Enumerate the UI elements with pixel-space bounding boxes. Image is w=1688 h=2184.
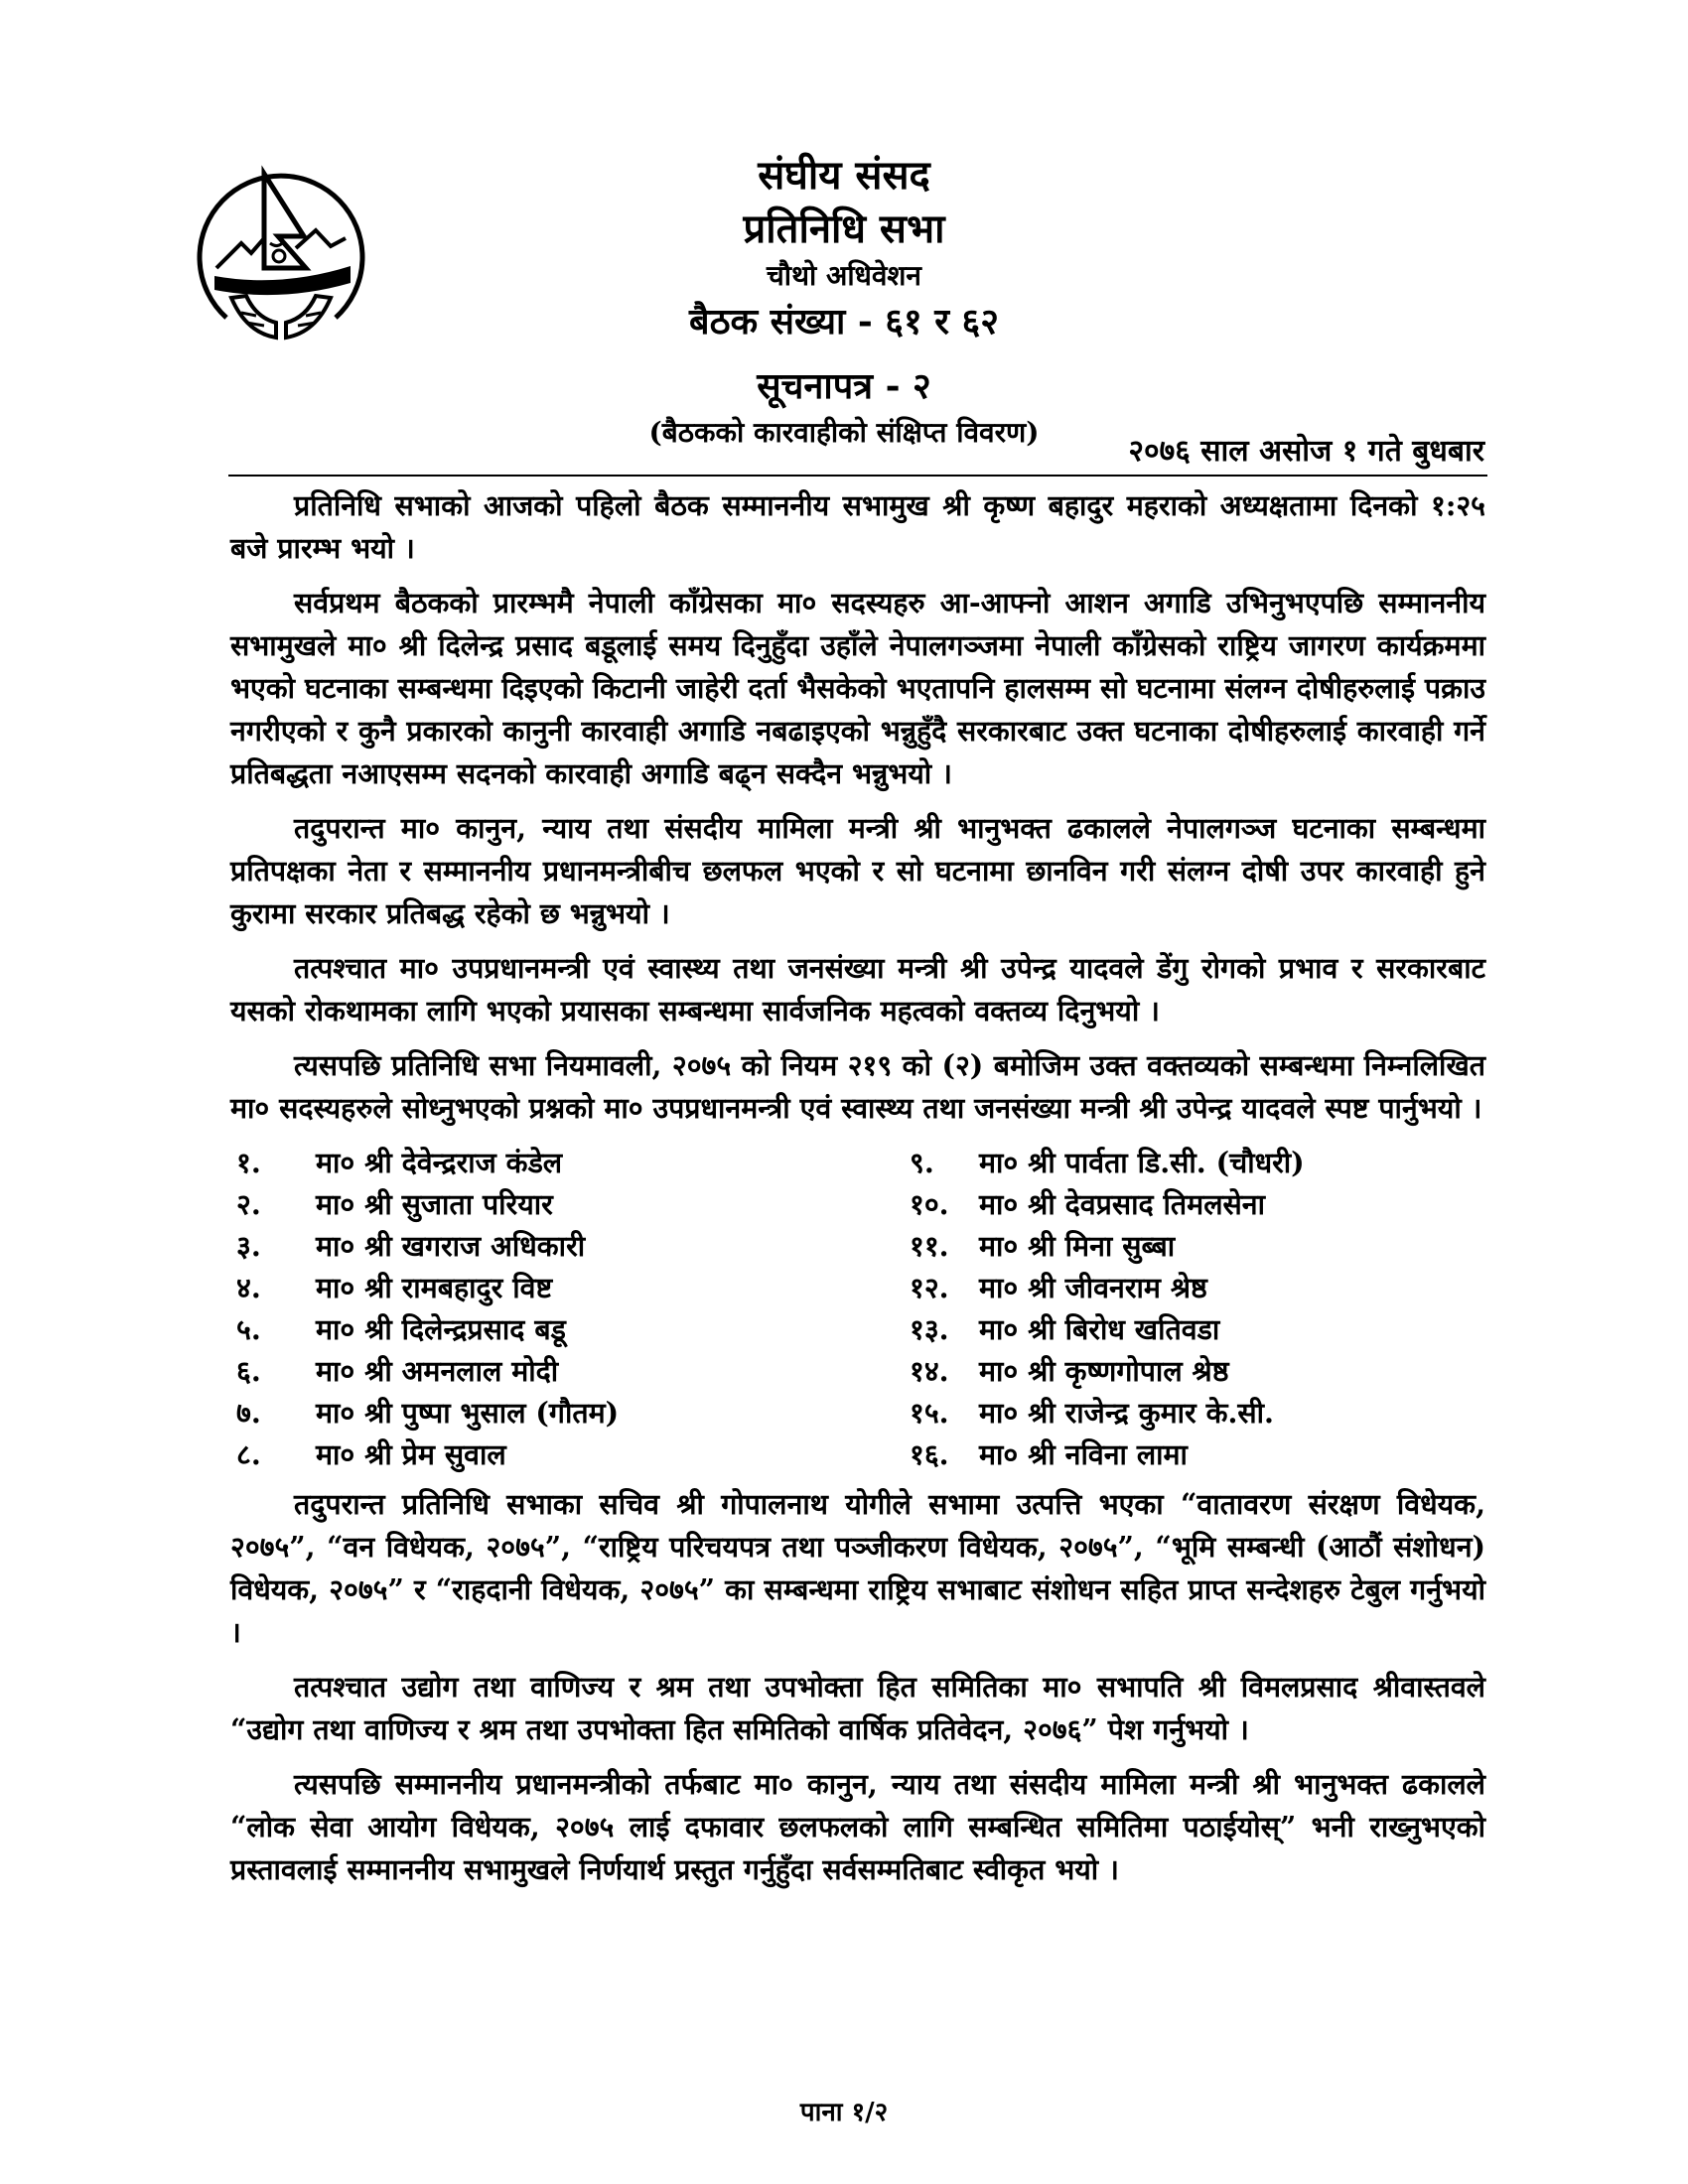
paragraph: तदुपरान्त मा० कानुन, न्याय तथा संसदीय मामिला मन्त्री श्री भानुभक्त ढकालले नेपालगञ्ज घटनाका सम्बन्धमा प्रतिपक्षका नेता र सम्माननीय प्रधानमन्त्रीबीच छलफल भएको र सो घटनामा छानविन गरी संलग्न दोषी उपर कारवाही हुने कुरामा सरकार प्रतिबद्ध रहेको छ भन्नुभयो । [230,811,1485,930]
list-item [230,1267,858,1308]
list-item-number: २. [236,1187,261,1221]
list-item-number: ४. [236,1271,261,1304]
paragraph: प्रतिनिधि सभाको आजको पहिलो बैठक सम्माननीय सभामुख श्री कृष्ण बहादुर महराको अध्यक्षतामा दिनको १:२५ बजे प्रारम्भ भयो । [230,488,1485,565]
paragraph: त्यसपछि सम्माननीय प्रधानमन्त्रीको तर्फबाट मा० कानुन, न्याय तथा संसदीय मामिला मन्त्री श्री भानुभक्त ढकालले “लोक सेवा आयोग विधेयक, २०७५ लाई दफावार छलफलको लागि सम्बन्धित समितिमा पठाईयोस्” भनी राख्नुभएको प्रस्तावलाई सम्माननीय सभामुखले निर्णयार्थ प्रस्तुत गर्नुहुँदा सर्वसम्मतिबाट स्वीकृत भयो । [230,1767,1485,1886]
list-item-number: १०. [910,1187,949,1221]
list-item [858,1142,1485,1183]
list-item-number: ५. [236,1312,261,1346]
list-item-name: मा० श्री मिना सुब्बा [979,1229,1176,1263]
list-item-number: ६. [236,1354,261,1388]
header-house: प्रतिनिधि सभा [743,205,945,252]
list-item-name: मा० श्री नविना लामा [979,1437,1188,1471]
list-item [858,1183,1485,1225]
list-item [858,1267,1485,1308]
paragraph: तत्पश्चात उद्योग तथा वाणिज्य र श्रम तथा उपभोक्ता हित समितिका मा० सभापति श्री विमलप्रसाद श्रीवास्तवले “उद्योग तथा वाणिज्य र श्रम तथा उपभोक्ता हित समितिको वार्षिक प्रतिवेदन, २०७६” पेश गर्नुभयो । [230,1670,1485,1746]
member-list-right [858,1142,1485,1475]
list-item-name: मा० श्री बिरोध खतिवडा [979,1312,1220,1346]
list-item-number: ७. [236,1396,261,1430]
list-item-number: ८. [236,1437,261,1471]
list-item-name: मा० श्री खगराज अधिकारी [316,1229,586,1263]
list-item [858,1350,1485,1392]
paragraph: सर्वप्रथम बैठकको प्रारम्भमै नेपाली काँग्रेसका मा० सदस्यहरु आ-आफ्नो आशन अगाडि उभिनुभएपछि सम्माननीय सभामुखले मा० श्री दिलेन्द्र प्रसाद बडूलाई समय दिनुहुँदा उहाँले नेपालगञ्जमा नेपाली काँग्रेसको राष्ट्रिय जागरण कार्यक्रममा भएको घटनाका सम्बन्धमा दिइएको किटानी जाहेरी दर्ता भैसकेको भएतापनि हालसम्म सो घटनामा संलग्न दोषीहरुलाई पक्राउ नगरीएको र कुनै प्रकारको कानुनी कारवाही अगाडि नबढाइएको भन्नुहुँदै सरकारबाट उक्त घटनाका दोषीहरुलाई कारवाही गर्ने प्रतिबद्धता नआएसम्म सदनको कारवाही अगाडि बढ्न सक्दैन भन्नुभयो । [230,586,1485,790]
document-body [230,484,1485,1903]
list-item-name: मा० श्री जीवनराम श्रेष्ठ [979,1271,1207,1304]
list-item-number: १४. [910,1354,949,1388]
list-item [230,1308,858,1350]
list-item [230,1392,858,1433]
list-item-number: ३. [236,1229,261,1263]
list-item [230,1142,858,1183]
member-list-left [230,1142,858,1475]
header-parliament: संघीय संसद [758,152,930,199]
member-list [230,1142,1485,1475]
paragraph: त्यसपछि प्रतिनिधि सभा नियमावली, २०७५ को नियम २१९ को (२) बमोजिम उक्त वक्तव्यको सम्बन्धमा निम्नलिखित मा० सदस्यहरुले सोध्नुभएको प्रश्नको मा० उपप्रधानमन्त्री एवं स्वास्थ्य तथा जनसंख्या मन्त्री श्री उपेन्द्र यादवले स्पष्ट पार्नुभयो । [230,1048,1485,1125]
list-item-number: १२. [910,1271,949,1304]
document-date: २०७६ साल असोज १ गते बुधबार [1128,434,1484,469]
list-item-number: १५. [910,1396,949,1430]
list-item [858,1392,1485,1433]
paragraph: तत्पश्चात मा० उपप्रधानमन्त्री एवं स्वास्थ्य तथा जनसंख्या मन्त्री श्री उपेन्द्र यादवले डेंगु रोगको प्रभाव र सरकारबाट यसको रोकथामका लागि भएको प्रयासका सम्बन्धमा सार्वजनिक महत्वको वक्तव्य दिनुभयो । [230,951,1485,1027]
list-item-number: १. [236,1146,261,1179]
list-item [858,1308,1485,1350]
list-item-name: मा० श्री पार्वता डि.सी. (चौधरी) [979,1146,1305,1179]
list-item-name: मा० श्री रामबहादुर विष्ट [316,1271,553,1304]
paragraph: तदुपरान्त प्रतिनिधि सभाका सचिव श्री गोपालनाथ योगीले सभामा उत्पत्ति भएका “वातावरण संरक्षण विधेयक, २०७५”, “वन विधेयक, २०७५”, “राष्ट्रिय परिचयपत्र तथा पञ्जीकरण विधेयक, २०७५”, “भूमि सम्बन्धी (आठौं संशोधन) विधेयक, २०७५” र “राहदानी विधेयक, २०७५” का सम्बन्धमा राष्ट्रिय सभाबाट संशोधन सहित प्राप्त सन्देशहरु टेबुल गर्नुभयो । [230,1487,1485,1649]
document-header [298,149,1390,453]
list-item-name: मा० श्री अमनलाल मोदी [316,1354,559,1388]
list-item-name: मा० श्री सुजाता परियार [316,1187,553,1221]
list-item-number: १६. [910,1437,949,1471]
header-divider [228,475,1487,477]
list-item-name: मा० श्री देवेन्द्रराज कंडेल [316,1146,563,1179]
list-item-name: मा० श्री कृष्णगोपाल श्रेष्ठ [979,1354,1229,1388]
list-item-number: ११. [910,1229,949,1263]
header-notice-title: सूचनापत्र - २ [757,365,931,407]
list-item-name: मा० श्री देवप्रसाद तिमलसेना [979,1187,1266,1221]
list-item-name: मा० श्री राजेन्द्र कुमार के.सी. [979,1396,1274,1430]
list-item-name: मा० श्री पुष्पा भुसाल (गौतम) [316,1396,620,1430]
list-item [230,1433,858,1475]
list-item-name: मा० श्री प्रेम सुवाल [316,1437,506,1471]
list-item [858,1225,1485,1267]
list-item-number: १३. [910,1312,949,1346]
header-notice-subtitle: (बैठकको कारवाहीको संक्षिप्त विवरण) [648,416,1040,449]
list-item-name: मा० श्री दिलेन्द्रप्रसाद बडू [316,1312,566,1346]
list-item [230,1183,858,1225]
list-item-number: ९. [910,1146,934,1179]
list-item [858,1433,1485,1475]
header-meeting-number: बैठक संख्या - ६१ र ६२ [689,301,999,342]
page-number: पाना १/२ [799,2098,889,2127]
header-session: चौथो अधिवेशन [767,259,921,292]
list-item [230,1350,858,1392]
list-item [230,1225,858,1267]
